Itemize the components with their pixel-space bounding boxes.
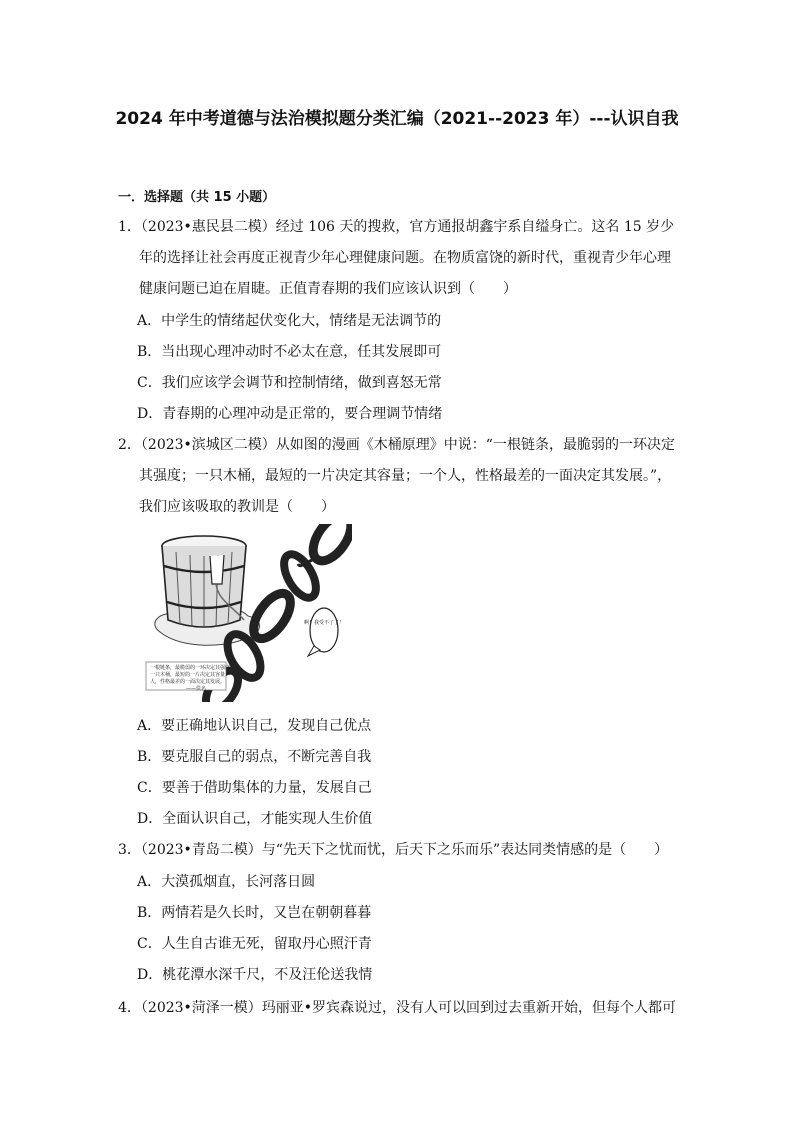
q3-option-b: B．两情若是久长时，又岂在朝朝暮暮 (137, 905, 372, 921)
section-heading: 一．选择题（共 15 小题） (118, 190, 276, 205)
cartoon-signature: ——佚名 (186, 686, 207, 692)
cartoon-caption-line-3: 人，性格最差的一面决定其发展。 (150, 679, 226, 685)
question-4 (118, 993, 678, 1024)
q1-option-b: B．当出现心理冲动时不必太在意，任其发展即可 (137, 344, 442, 360)
barrel-principle-cartoon (140, 524, 352, 702)
cartoon-caption-line-1: 一根链条，最脆弱的一环决定其强度； (150, 665, 236, 671)
question-3-stem: 3．（2023•青岛二模）与“先天下之忧而忧，后天下之乐而乐”表达同类情感的是（ ） (118, 842, 669, 858)
cartoon-illustration (140, 524, 352, 702)
bubble-text: 啊！我受不了了！ (303, 620, 345, 626)
q2-option-b: B．要克服自己的弱点，不断完善自我 (137, 749, 372, 765)
q1-option-a: A．中学生的情绪起伏变化大，情绪是无法调节的 (137, 313, 442, 329)
q2-option-d: D．全面认识自己，才能实现人生价值 (137, 811, 373, 827)
q2-option-a: A．要正确地认识自己，发现自己优点 (137, 718, 372, 734)
q3-option-c: C．人生自古谁无死，留取丹心照汗青 (137, 936, 372, 952)
question-2 (118, 430, 678, 523)
page-title: 2024 年中考道德与法治模拟题分类汇编（2021--2023 年）---认识自我 (115, 109, 679, 129)
question-1-stem: 1．（2023•惠民县二模）经过 106 天的搜救，官方通报胡鑫宇系自缢身亡。这名 15 岁少年的选择让社会再度正视青少年心理健康问题。在物质富饶的新时代，重视青少年心理健康问题已迫在眉睫。正值青春期的我们应该认识到（ ） (118, 219, 675, 297)
q2-option-c: C．要善于借助集体的力量，发展自己 (137, 780, 372, 796)
q3-option-d: D．桃花潭水深千尺，不及汪伦送我情 (137, 967, 373, 983)
question-4-stem: 4．（2023•菏泽一模）玛丽亚•罗宾森说过，没有人可以回到过去重新开始，但每个人都可 (118, 1000, 677, 1016)
q3-option-a: A．大漠孤烟直，长河落日圆 (137, 874, 316, 890)
question-3 (118, 835, 678, 866)
question-2-stem: 2．（2023•滨城区二模）从如图的漫画《木桶原理》中说：“一根链条，最脆弱的一环决定其强度；一只木桶，最短的一片决定其容量；一个人，性格最差的一面决定其发展。”，我们应该吸取的教训是（ ） (118, 437, 675, 515)
wooden-barrel-icon (162, 536, 246, 628)
cartoon-caption-line-2: 一只木桶，最短的一片决定其容量；一个 (150, 672, 241, 678)
question-1 (118, 212, 678, 305)
q1-option-d: D．青春期的心理冲动是正常的，要合理调节情绪 (137, 406, 443, 422)
q1-option-c: C．我们应该学会调节和控制情绪，做到喜怒无常 (137, 375, 442, 391)
